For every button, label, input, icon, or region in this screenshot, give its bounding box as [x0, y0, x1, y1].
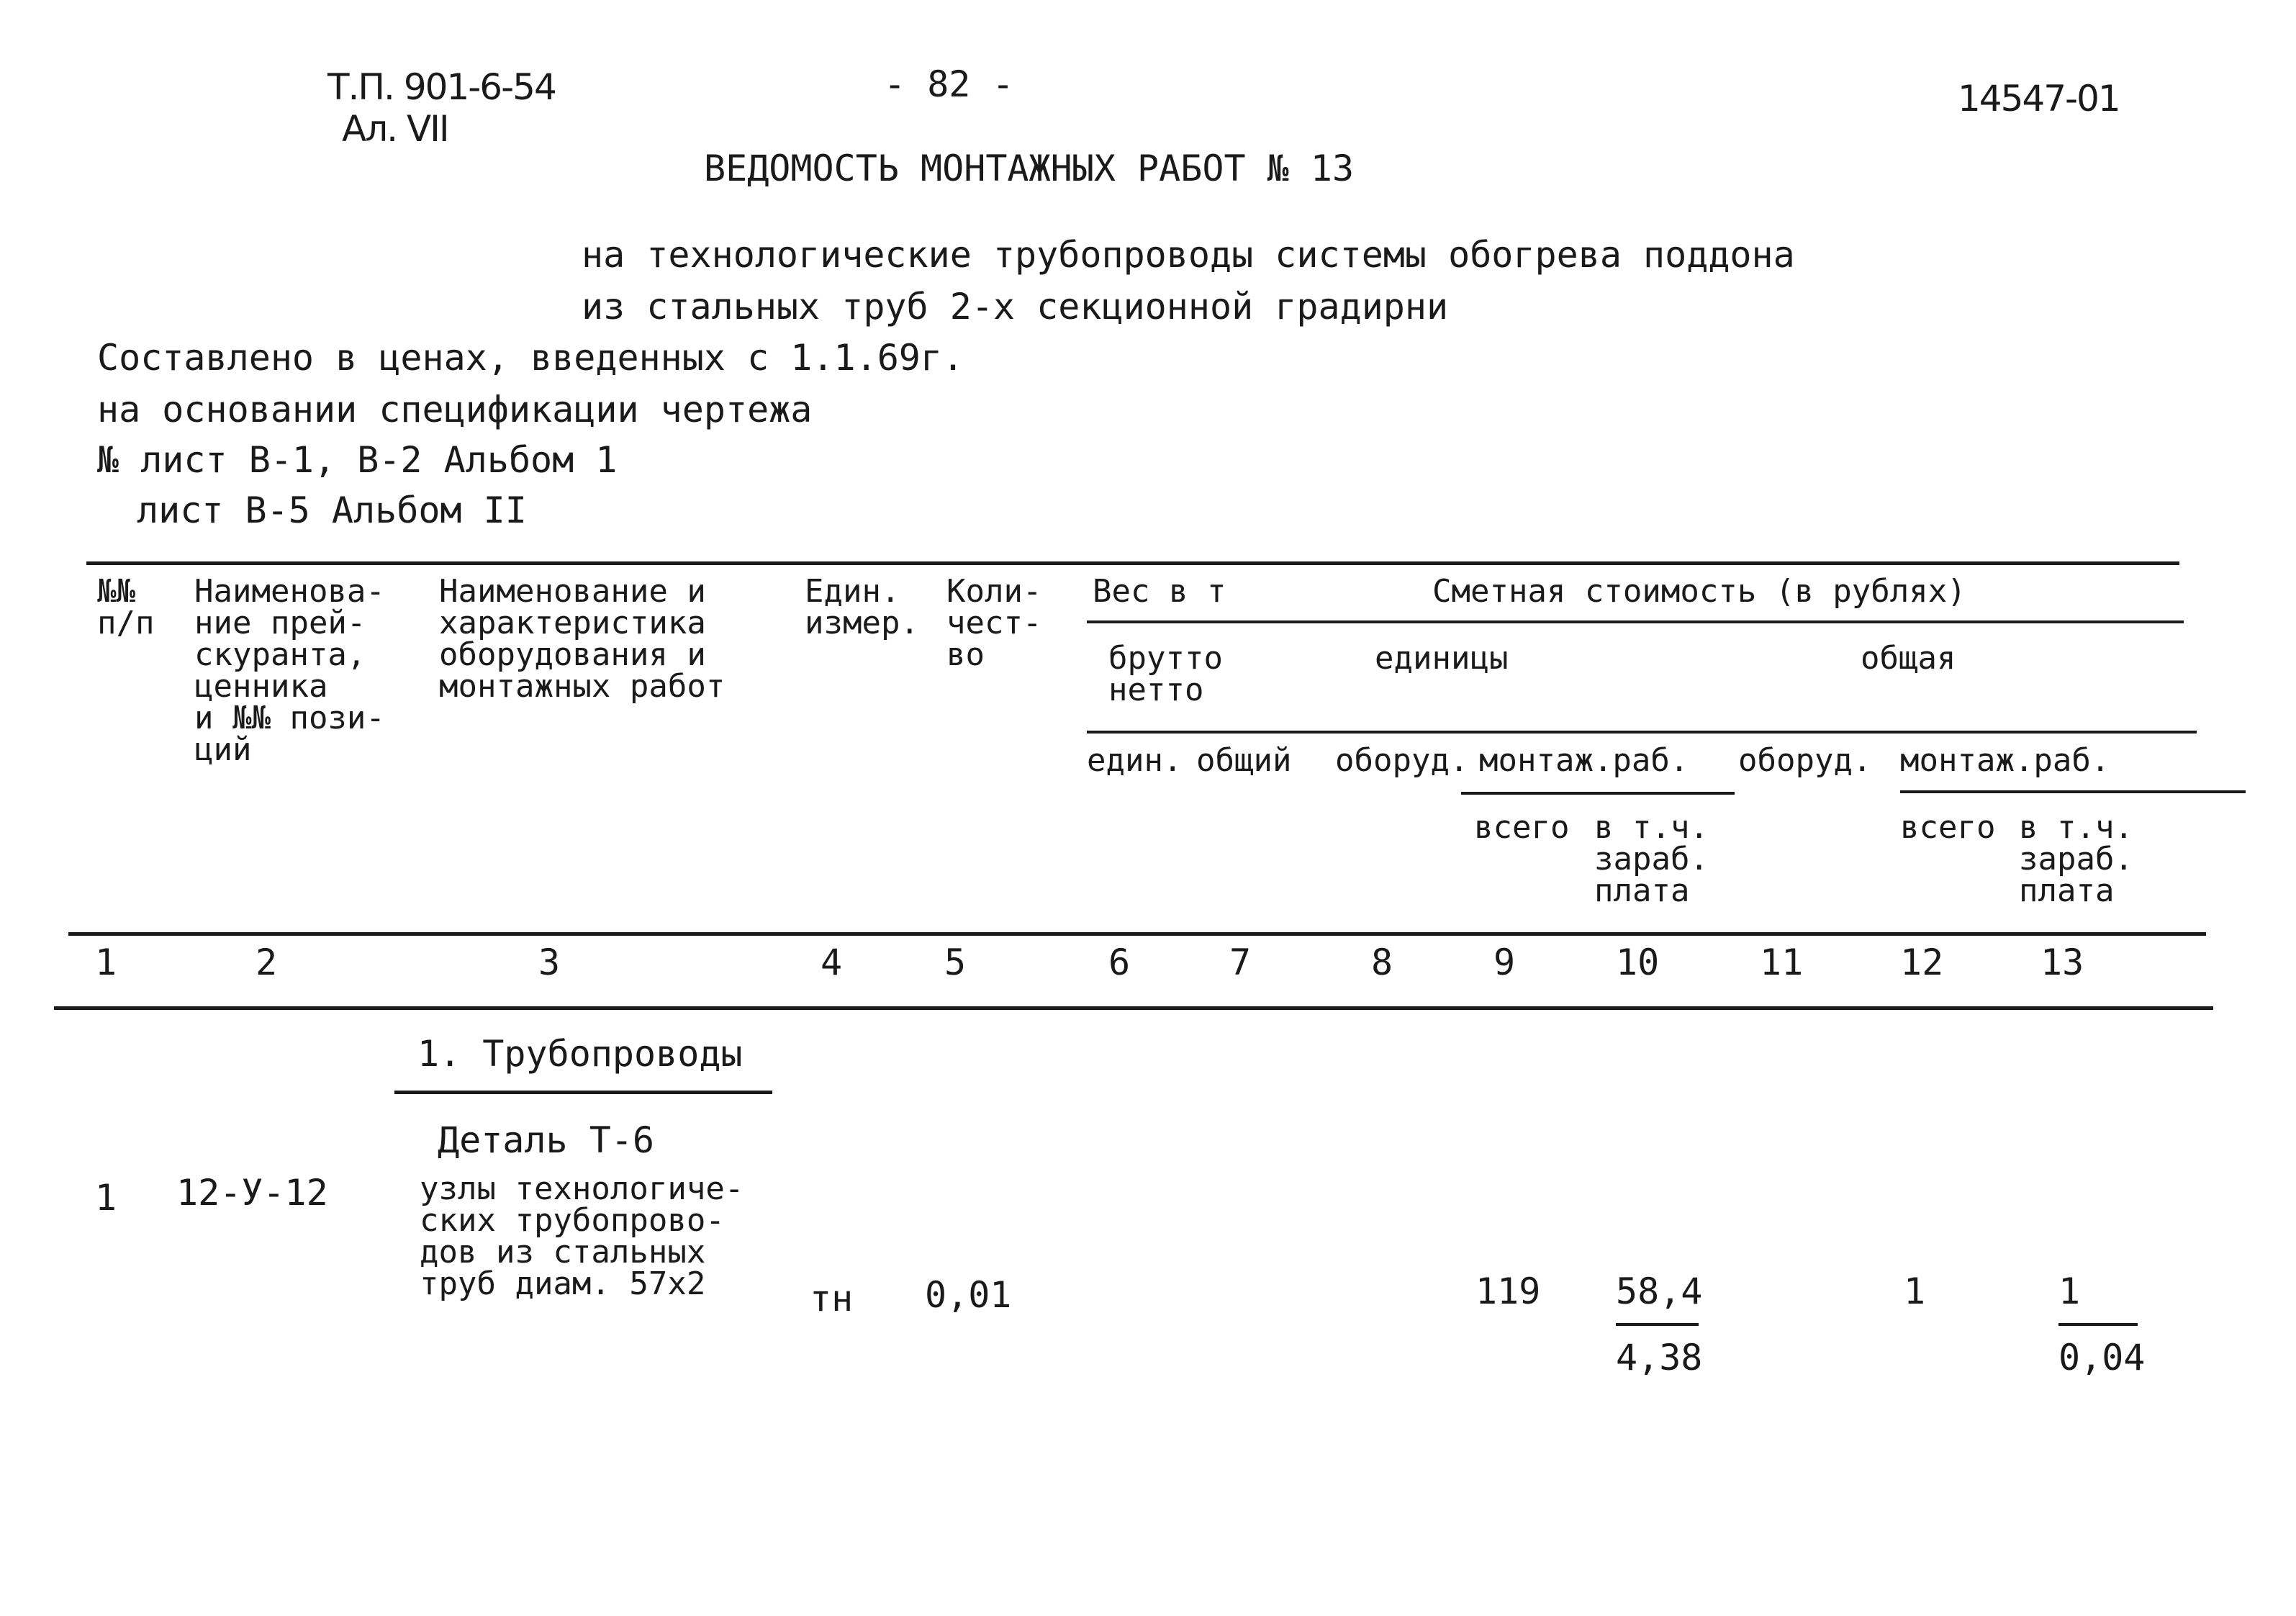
header-estimate: Сметная стоимость (в рублях) — [1432, 573, 1966, 610]
detail-label: Деталь Т-6 — [438, 1119, 655, 1161]
row-total-mount-wage-bottom: 0,04 — [2058, 1337, 2146, 1378]
column-number-2: 2 — [256, 942, 278, 983]
meta-line-4: лист В-5 Альбом II — [137, 489, 527, 531]
section-title: 1. Трубопроводы — [417, 1033, 743, 1075]
document-code: Т.П. 901-6-54 — [327, 66, 556, 108]
row-description: узлы технологиче- ских трубопрово- дов из стальных труб диам. 57х2 — [420, 1170, 744, 1302]
row-total-mount-wage-top: 1 — [2058, 1270, 2081, 1312]
album-code: Ал. VII — [342, 108, 448, 150]
row-price-reference: 12-У-12 — [176, 1172, 328, 1214]
column-number-7: 7 — [1229, 942, 1252, 983]
column-number-9: 9 — [1493, 942, 1516, 983]
total-mount-rule — [1900, 790, 2246, 793]
header-row-number: №№ п/п — [97, 573, 155, 641]
column-number-11: 11 — [1760, 942, 1804, 983]
header-mounting-unit: монтаж.раб. — [1479, 742, 1689, 779]
header-unit-mount-wage: в т.ч. зараб. плата — [1594, 809, 1709, 909]
page-number: - 82 - — [884, 63, 1014, 105]
row-total-mount-all: 1 — [1904, 1270, 1926, 1312]
subtitle-line-1: на технологические трубопроводы системы обогрева поддона — [582, 234, 1795, 276]
row-unit: тн — [810, 1278, 854, 1319]
table-top-rule — [86, 561, 2179, 565]
header-quantity: Коли- чест- во — [946, 573, 1042, 673]
section-title-underline — [394, 1091, 772, 1094]
total-fraction-line — [2058, 1323, 2138, 1326]
column-number-10: 10 — [1616, 942, 1660, 983]
column-number-8: 8 — [1371, 942, 1393, 983]
document-title: ВЕДОМОСТЬ МОНТАЖНЫХ РАБОТ № 13 — [704, 148, 1355, 189]
row-unit-mount-wage-bottom: 4,38 — [1616, 1337, 1703, 1378]
row-quantity: 0,01 — [925, 1274, 1012, 1316]
header-total-cost: общая — [1861, 640, 1956, 677]
row-index: 1 — [95, 1177, 117, 1219]
inventory-number: 14547-01 — [1958, 78, 2120, 119]
column-number-rule — [54, 1006, 2213, 1010]
column-number-13: 13 — [2040, 942, 2084, 983]
estimate-rule — [1087, 620, 2184, 623]
header-weight-total: общий — [1196, 742, 1292, 779]
header-equipment-unit: оборуд. — [1335, 742, 1469, 779]
header-mounting-total: монтаж.раб. — [1900, 742, 2110, 779]
column-number-5: 5 — [944, 942, 967, 983]
header-total-mount-all: всего — [1900, 809, 1996, 846]
header-description: Наименование и характеристика оборудования и монтажных работ — [439, 573, 726, 705]
header-equipment-total: оборуд. — [1738, 742, 1872, 779]
meta-line-3: № лист В-1, В-2 Альбом 1 — [97, 439, 618, 481]
subheader-rule — [1087, 731, 2197, 733]
row-unit-mount-all: 119 — [1475, 1270, 1541, 1312]
header-unit-cost: единицы — [1375, 640, 1509, 677]
header-price-reference: Наименова- ние прей- скуранта, ценника и №№ пози- ций — [194, 573, 385, 768]
unit-mount-rule — [1461, 792, 1735, 795]
column-number-3: 3 — [538, 942, 561, 983]
header-weight: Вес в т — [1093, 573, 1226, 610]
column-number-1: 1 — [95, 942, 117, 983]
meta-line-1: Составлено в ценах, введенных с 1.1.69г. — [97, 337, 964, 379]
column-number-6: 6 — [1108, 942, 1131, 983]
column-number-4: 4 — [821, 942, 843, 983]
header-bottom-rule — [68, 932, 2206, 936]
header-unit-mount-all: всего — [1474, 809, 1570, 846]
row-unit-mount-wage-top: 58,4 — [1616, 1270, 1703, 1312]
column-number-12: 12 — [1900, 942, 1944, 983]
unit-fraction-line — [1616, 1323, 1699, 1326]
subtitle-line-2: из стальных труб 2-х секционной градирни — [582, 286, 1449, 328]
meta-line-2: на основании спецификации чертежа — [97, 389, 813, 430]
header-brutto-netto: брутто нетто — [1108, 640, 1223, 708]
header-total-mount-wage: в т.ч. зараб. плата — [2019, 809, 2133, 909]
header-unit: Един. измер. — [805, 573, 919, 641]
header-weight-unit: един. — [1087, 742, 1183, 779]
